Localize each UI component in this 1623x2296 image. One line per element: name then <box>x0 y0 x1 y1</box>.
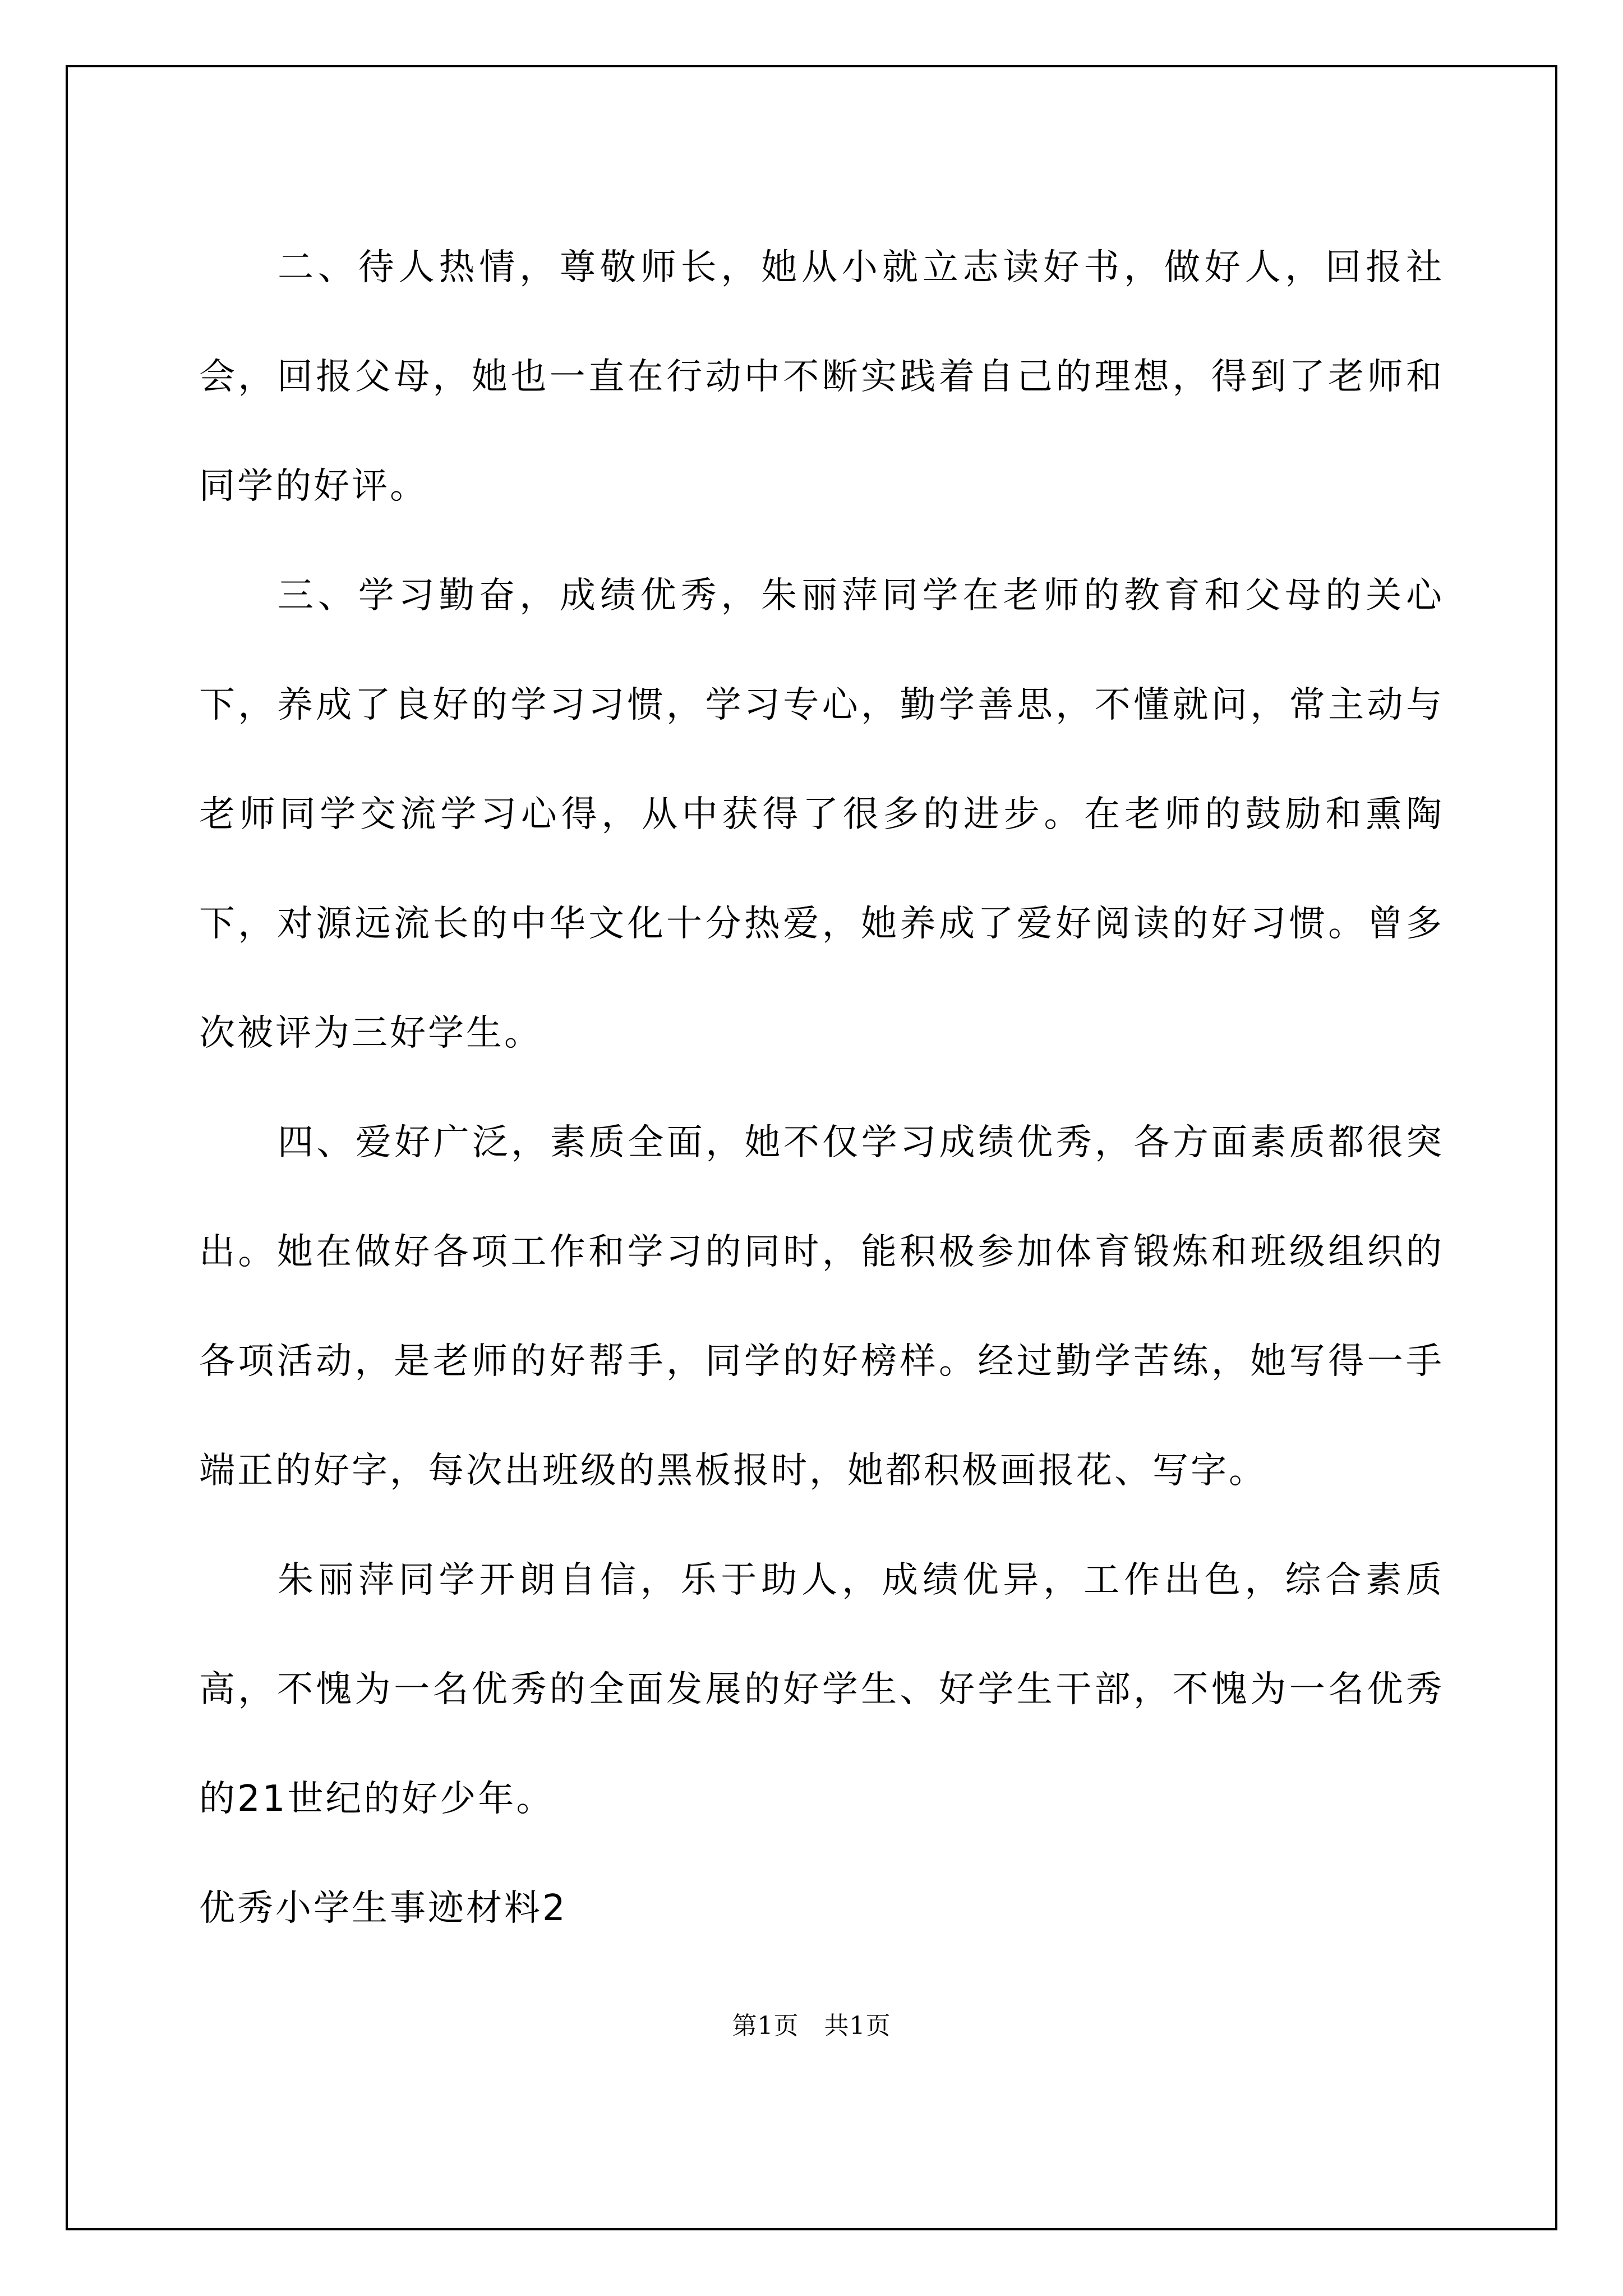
document-body <box>199 213 1444 1963</box>
page-number: 第1页 <box>732 2012 799 2040</box>
paragraph-summary: 朱丽萍同学开朗自信，乐于助人，成绩优异，工作出色，综合素质高，不愧为一名优秀的全面发展的好学生、好学生干部，不愧为一名优秀的21世纪的好少年。 <box>199 1559 1444 1820</box>
page-footer <box>0 2005 1623 2041</box>
paragraph-2: 二、待人热情，尊敬师长，她从小就立志读好书，做好人，回报社会，回报父母，她也一直在行动中不断实践着自己的理想，得到了老师和同学的好评。 <box>199 247 1444 507</box>
page-total: 共1页 <box>824 2012 891 2040</box>
section-heading: 优秀小学生事迹材料2 <box>199 1888 568 1929</box>
paragraph-3: 三、学习勤奋，成绩优秀，朱丽萍同学在老师的教育和父母的关心下，养成了良好的学习习惯，学习专心，勤学善思，不懂就问，常主动与老师同学交流学习心得，从中获得了很多的进步。在老师的鼓励和熏陶下，对源远流长的中华文化十分热爱，她养成了爱好阅读的好习惯。曾多次被评为三好学生。 <box>199 575 1444 1054</box>
paragraph-4: 四、爱好广泛，素质全面，她不仅学习成绩优秀，各方面素质都很突出。她在做好各项工作和学习的同时，能积极参加体育锻炼和班级组织的各项活动，是老师的好帮手，同学的好榜样。经过勤学苦练，她写得一手端正的好字，每次出班级的黑板报时，她都积极画报花、写字。 <box>199 1122 1444 1492</box>
